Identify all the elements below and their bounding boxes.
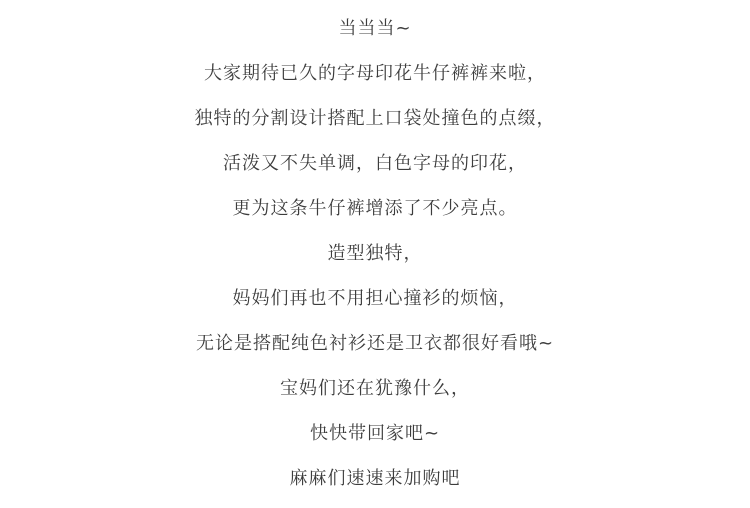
description-line: 大家期待已久的字母印花牛仔裤裤来啦， bbox=[204, 63, 546, 84]
description-line: 宝妈们还在犹豫什么， bbox=[280, 378, 470, 399]
description-line: 更为这条牛仔裤增添了不少亮点。 bbox=[232, 198, 518, 219]
product-description bbox=[0, 6, 750, 501]
description-line: 活泼又不失单调，白色字母的印花， bbox=[223, 153, 527, 174]
description-line: 妈妈们再也不用担心撞衫的烦恼， bbox=[232, 288, 518, 309]
description-line: 当当当~ bbox=[338, 18, 412, 39]
description-line: 快快带回家吧~ bbox=[309, 423, 441, 444]
description-line: 造型独特， bbox=[327, 243, 423, 264]
description-line: 独特的分割设计搭配上口袋处撞色的点缀， bbox=[194, 108, 556, 129]
description-line: 无论是搭配纯色衬衫还是卫衣都很好看哦~ bbox=[195, 333, 555, 354]
description-line: 麻麻们速速来加购吧 bbox=[289, 468, 461, 489]
